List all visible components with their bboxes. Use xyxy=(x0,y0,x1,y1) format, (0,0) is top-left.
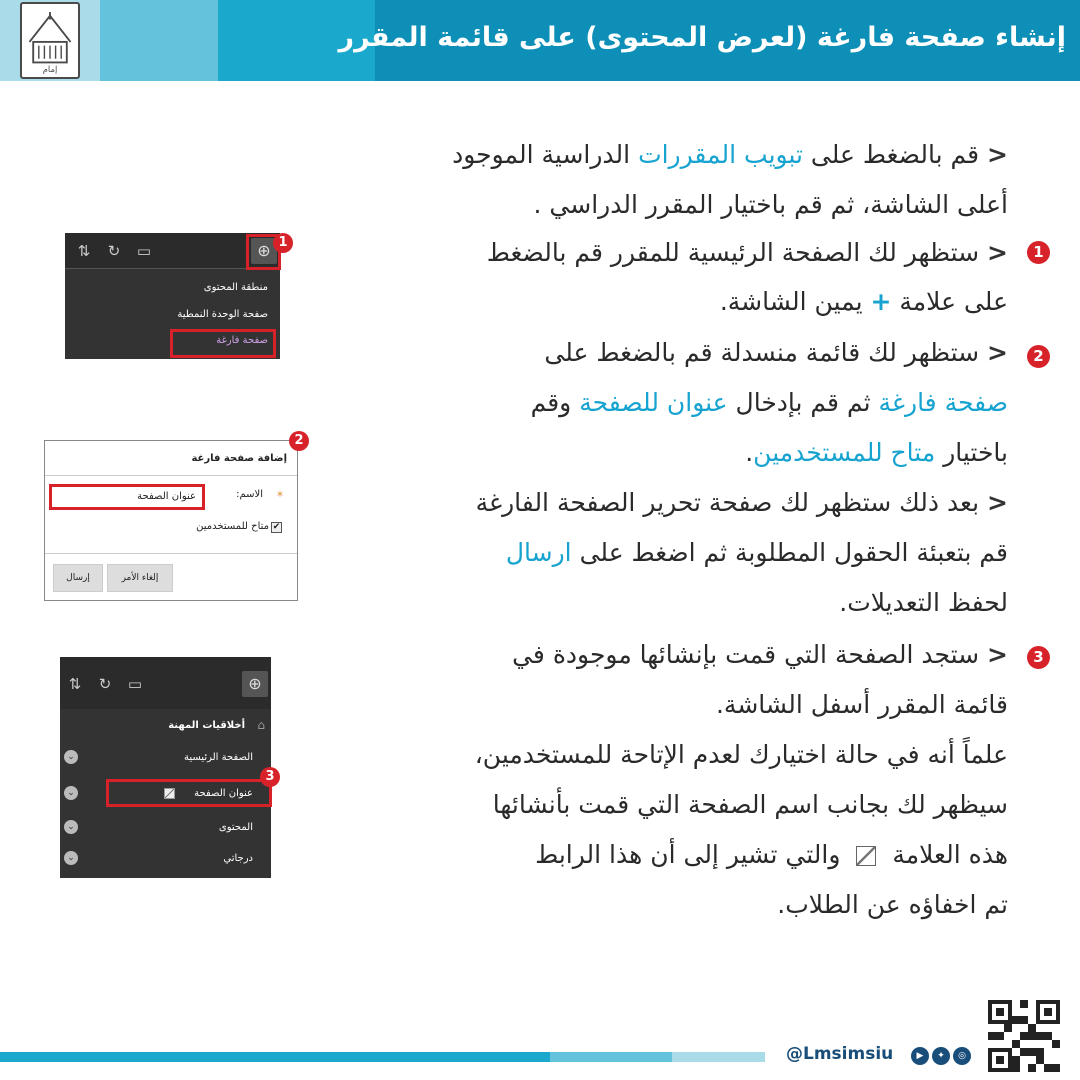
header-title-band xyxy=(338,0,1080,81)
text-line-3 xyxy=(487,238,1008,267)
bullet-icon: < xyxy=(987,488,1008,517)
text-line-7 xyxy=(745,438,1008,467)
text-line-12: قائمة المقرر أسفل الشاشة. xyxy=(715,690,1008,719)
required-mark: * xyxy=(277,489,283,503)
add-menu-item-button[interactable]: ⊕ xyxy=(242,671,268,697)
text-line-1 xyxy=(452,140,1008,169)
footer-bar-mid xyxy=(550,1052,672,1062)
highlight-box-blank-page xyxy=(170,329,276,358)
available-checkbox[interactable]: ✔ xyxy=(272,522,281,532)
text-line-9 xyxy=(506,538,1008,567)
bullet-icon: < xyxy=(987,140,1008,169)
menu-item-blank-page[interactable]: صفحة فارغة xyxy=(216,335,268,346)
text-line-11 xyxy=(512,640,1008,669)
text-line-15 xyxy=(535,840,1008,869)
p6-part-a: هذه العلامة xyxy=(892,840,1008,869)
dialog-divider-bottom xyxy=(45,553,297,554)
text-line-10: لحفظ التعديلات. xyxy=(839,588,1008,617)
screenshot-add-menu xyxy=(65,233,280,359)
p6-part-b: والتي تشير إلى أن هذا الرابط xyxy=(535,840,841,869)
screenshot-course-menu xyxy=(60,657,271,878)
text-line-5 xyxy=(544,338,1008,367)
step-badge-1: 1 xyxy=(1027,241,1050,264)
screenshot-badge-3: 3 xyxy=(260,767,280,787)
p3-mid: ثم قم بإدخال xyxy=(735,388,871,417)
twitter-icon[interactable]: ✦ xyxy=(932,1047,950,1065)
page-title: إنشاء صفحة فارغة (لعرض المحتوى) على قائمة المقرر xyxy=(338,22,1066,53)
text-line-8 xyxy=(476,488,1008,517)
p3-dot: . xyxy=(745,438,754,467)
dialog-divider xyxy=(45,475,297,476)
refresh-icon[interactable]: ↻ xyxy=(107,242,121,260)
header xyxy=(0,0,1080,81)
plus-icon: + xyxy=(870,287,892,316)
p3-highlight-2: عنوان للصفحة xyxy=(579,388,728,417)
folder-icon[interactable]: ▭ xyxy=(136,242,152,260)
menu-item-module-page[interactable]: صفحة الوحدة النمطية xyxy=(177,309,268,320)
p3-part-a: باختيار xyxy=(943,438,1008,467)
instagram-icon[interactable]: ◎ xyxy=(953,1047,971,1065)
footer-bar-light xyxy=(672,1052,765,1062)
p5-line-1: ستجد الصفحة التي قمت بإنشائها موجودة في xyxy=(512,640,980,669)
bullet-icon: < xyxy=(987,238,1008,267)
nav-item-new-page[interactable]: عنوان الصفحة xyxy=(194,788,253,799)
sort-icon[interactable]: ⇅ xyxy=(68,675,82,693)
p2-part-b: يمين الشاشة. xyxy=(719,287,863,316)
highlight-box-new-page xyxy=(106,779,272,807)
nav-item-home[interactable]: الصفحة الرئيسية xyxy=(184,752,253,763)
text-line-13: علماً أنه في حالة اختيارك لعدم الإتاحة للمستخدمين، xyxy=(474,740,1008,769)
logo-text: إمام xyxy=(42,63,58,74)
p2-part-a: على علامة xyxy=(899,287,1008,316)
chevron-down-icon[interactable]: ⌄ xyxy=(64,750,78,764)
course-toolbar xyxy=(60,657,271,709)
p3-highlight-1: صفحة فارغة xyxy=(878,388,1008,417)
screenshot-add-blank-page-dialog xyxy=(44,440,298,601)
bullet-icon: < xyxy=(987,338,1008,367)
text-line-14: سيظهر لك بجانب اسم الصفحة التي قمت بأنشائها xyxy=(492,790,1008,819)
cancel-button[interactable]: إلغاء الأمر xyxy=(107,564,173,592)
p3-highlight-3: متاح للمستخدمين xyxy=(753,438,936,467)
add-menu-item-button[interactable]: ⊕ xyxy=(251,238,277,264)
p1-part-a: قم بالضغط على xyxy=(810,140,980,169)
home-icon: ⌂ xyxy=(257,718,265,732)
step-badge-3: 3 xyxy=(1027,646,1050,669)
text-line-2: أعلى الشاشة، ثم قم باختيار المقرر الدراسي . xyxy=(533,190,1008,219)
name-label: الاسم: xyxy=(236,489,263,500)
chevron-down-icon[interactable]: ⌄ xyxy=(64,820,78,834)
chevron-down-icon[interactable]: ⌄ xyxy=(64,851,78,865)
youtube-icon[interactable]: ▶ xyxy=(911,1047,929,1065)
p1-highlight: تبويب المقررات xyxy=(638,140,803,169)
text-line-4 xyxy=(720,287,1008,316)
qr-code xyxy=(988,1000,1060,1072)
dialog-title: إضافة صفحة فارغة xyxy=(191,453,287,464)
university-logo xyxy=(20,2,80,79)
sort-icon[interactable]: ⇅ xyxy=(77,242,91,260)
hidden-link-icon xyxy=(856,846,876,866)
p4-part-a: قم بتعبئة الحقول المطلوبة ثم اضغط على xyxy=(579,538,1008,567)
nav-item-my-grades[interactable]: درجاتي xyxy=(223,853,253,864)
screenshot-badge-1: 1 xyxy=(273,233,293,253)
available-label: متاح للمستخدمين xyxy=(196,521,269,532)
p1-part-b: الدراسية الموجود xyxy=(452,140,631,169)
folder-icon[interactable]: ▭ xyxy=(127,675,143,693)
chevron-down-icon[interactable]: ⌄ xyxy=(64,786,78,800)
social-handle[interactable]: @Lmsimsiu xyxy=(786,1044,894,1064)
menu-item-content-area[interactable]: منطقة المحتوى xyxy=(203,282,268,293)
p4-highlight: ارسال xyxy=(505,538,572,567)
bullet-icon: < xyxy=(987,640,1008,669)
p4-line-1: بعد ذلك ستظهر لك صفحة تحرير الصفحة الفارغة xyxy=(475,488,980,517)
step-badge-2: 2 xyxy=(1027,345,1050,368)
screenshot-badge-2: 2 xyxy=(289,431,309,451)
p3-line-1: ستظهر لك قائمة منسدلة قم بالضغط على xyxy=(544,338,980,367)
footer-bar-dark xyxy=(0,1052,550,1062)
nav-item-content[interactable]: المحتوى xyxy=(218,822,253,833)
page-name-input[interactable]: عنوان الصفحة xyxy=(49,484,205,510)
submit-button[interactable]: إرسال xyxy=(53,564,103,592)
p3-end: وقم xyxy=(530,388,572,417)
text-line-16: تم اخفاؤه عن الطلاب. xyxy=(777,890,1008,919)
p2-line-1: ستظهر لك الصفحة الرئيسية للمقرر قم بالضغط xyxy=(486,238,980,267)
header-stripe-mid xyxy=(100,0,218,81)
course-title[interactable]: أخلاقيات المهنة xyxy=(168,720,245,731)
refresh-icon[interactable]: ↻ xyxy=(98,675,112,693)
text-line-6 xyxy=(531,388,1008,417)
